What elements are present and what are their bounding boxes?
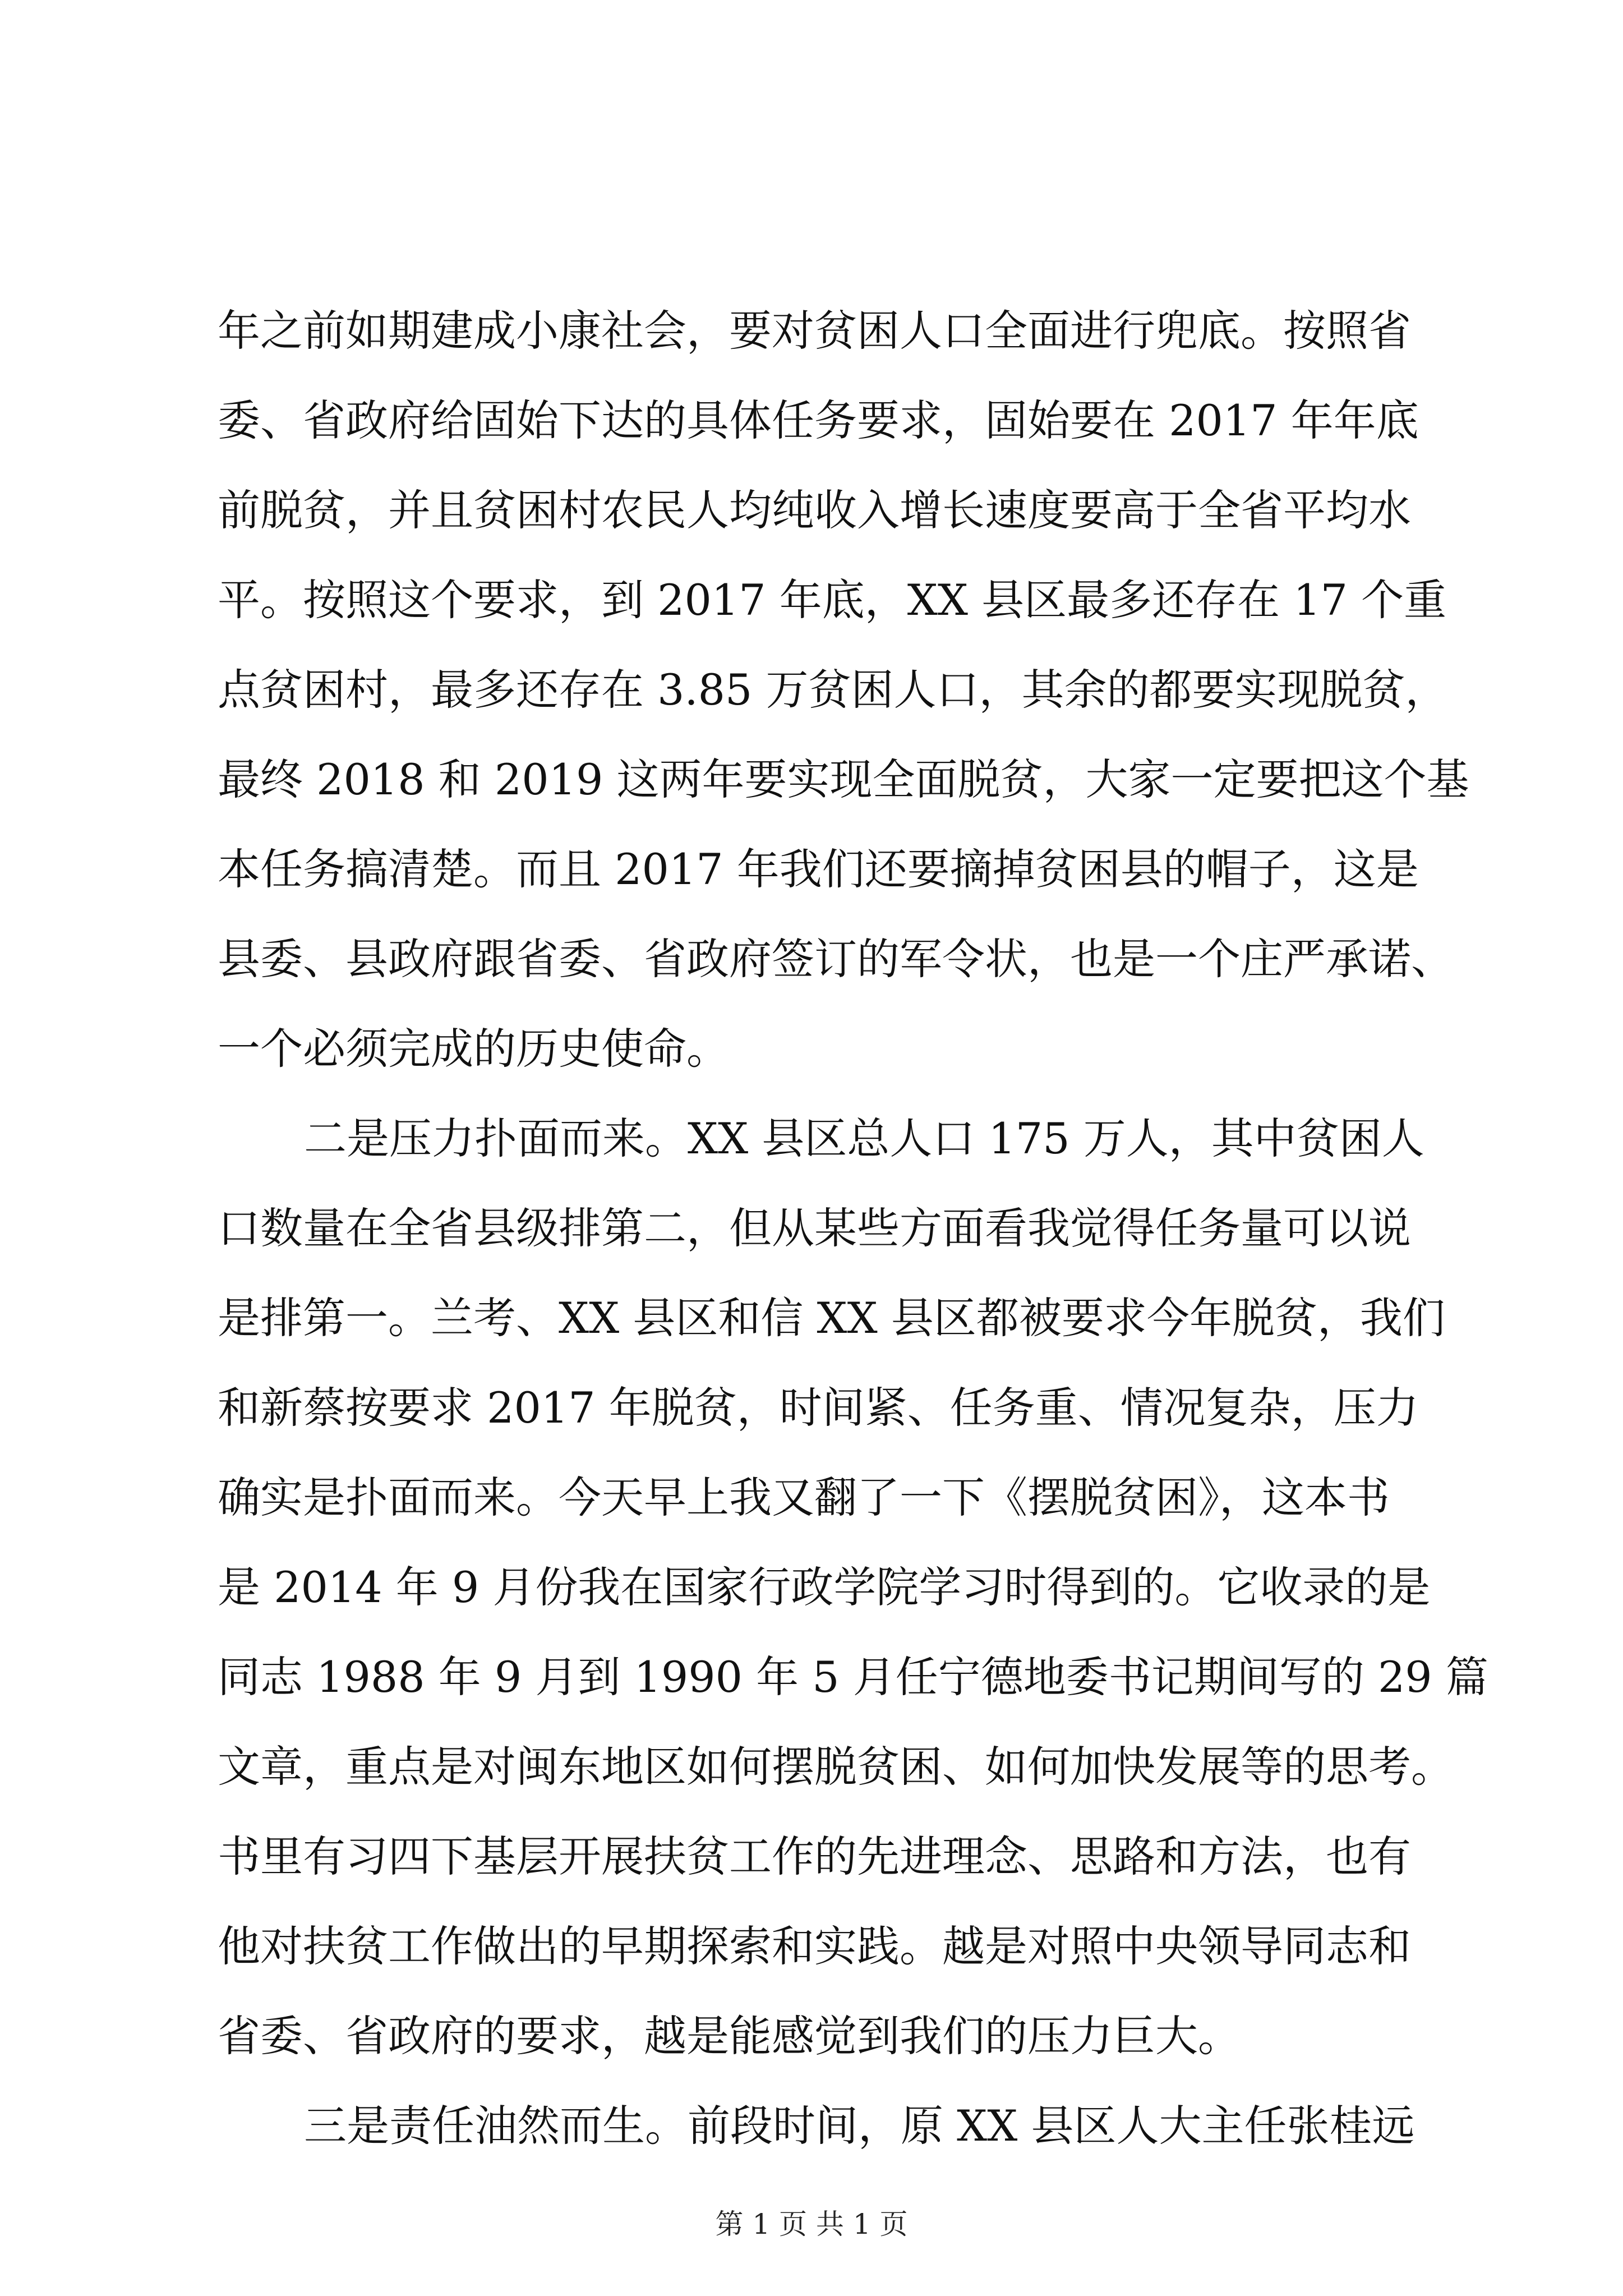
text-line: 是 2014 年 9 月份我在国家行政学院学习时得到的。它收录的是	[218, 1562, 1431, 1612]
text-line: 书里有习四下基层开展扶贫工作的先进理念、思路和方法，也有	[218, 1832, 1411, 1881]
text-line: 委、省政府给固始下达的具体任务要求，固始要在 2017 年年底	[218, 395, 1419, 445]
text-line: 最终 2018 和 2019 这两年要实现全面脱贫，大家一定要把这个基	[218, 754, 1469, 804]
text-line: 他对扶贫工作做出的早期探索和实践。越是对照中央领导同志和	[218, 1921, 1411, 1971]
paragraph-start-line: 三是责任油然而生。前段时间，原 XX 县区人大主任张桂远	[304, 2101, 1415, 2151]
text-line: 点贫困村，最多还存在 3.85 万贫困人口，其余的都要实现脱贫，	[218, 665, 1448, 715]
text-line: 年之前如期建成小康社会，要对贫困人口全面进行兜底。按照省	[218, 306, 1411, 356]
text-line: 是排第一。兰考、XX 县区和信 XX 县区都被要求今年脱贫，我们	[218, 1293, 1445, 1343]
text-line: 前脱贫，并且贫困村农民人均纯收入增长速度要高于全省平均水	[218, 485, 1411, 535]
page-number-label: 第 1 页 共 1 页	[715, 2208, 908, 2240]
text-line: 和新蔡按要求 2017 年脱贫，时间紧、任务重、情况复杂，压力	[218, 1383, 1419, 1433]
text-line: 平。按照这个要求，到 2017 年底，XX 县区最多还存在 17 个重	[218, 575, 1447, 625]
text-line: 确实是扑面而来。今天早上我又翻了一下《摆脱贫困》，这本书	[218, 1473, 1390, 1522]
text-line: 县委、县政府跟省委、省政府签订的军令状，也是一个庄严承诺、	[218, 934, 1454, 984]
page-footer	[0, 2205, 1623, 2244]
paragraph-start-line: 二是压力扑面而来。XX 县区总人口 175 万人，其中贫困人	[304, 1114, 1424, 1163]
text-line: 一个必须完成的历史使命。	[218, 1024, 729, 1074]
text-line: 省委、省政府的要求，越是能感觉到我们的压力巨大。	[218, 2011, 1241, 2061]
text-line: 同志 1988 年 9 月到 1990 年 5 月任宁德地委书记期间写的 29 篇	[218, 1652, 1488, 1702]
text-line: 本任务搞清楚。而且 2017 年我们还要摘掉贫困县的帽子，这是	[218, 844, 1419, 894]
text-line: 口数量在全省县级排第二，但从某些方面看我觉得任务量可以说	[218, 1203, 1411, 1253]
text-line: 文章，重点是对闽东地区如何摆脱贫困、如何加快发展等的思考。	[218, 1742, 1454, 1792]
document-body	[218, 286, 1488, 2171]
